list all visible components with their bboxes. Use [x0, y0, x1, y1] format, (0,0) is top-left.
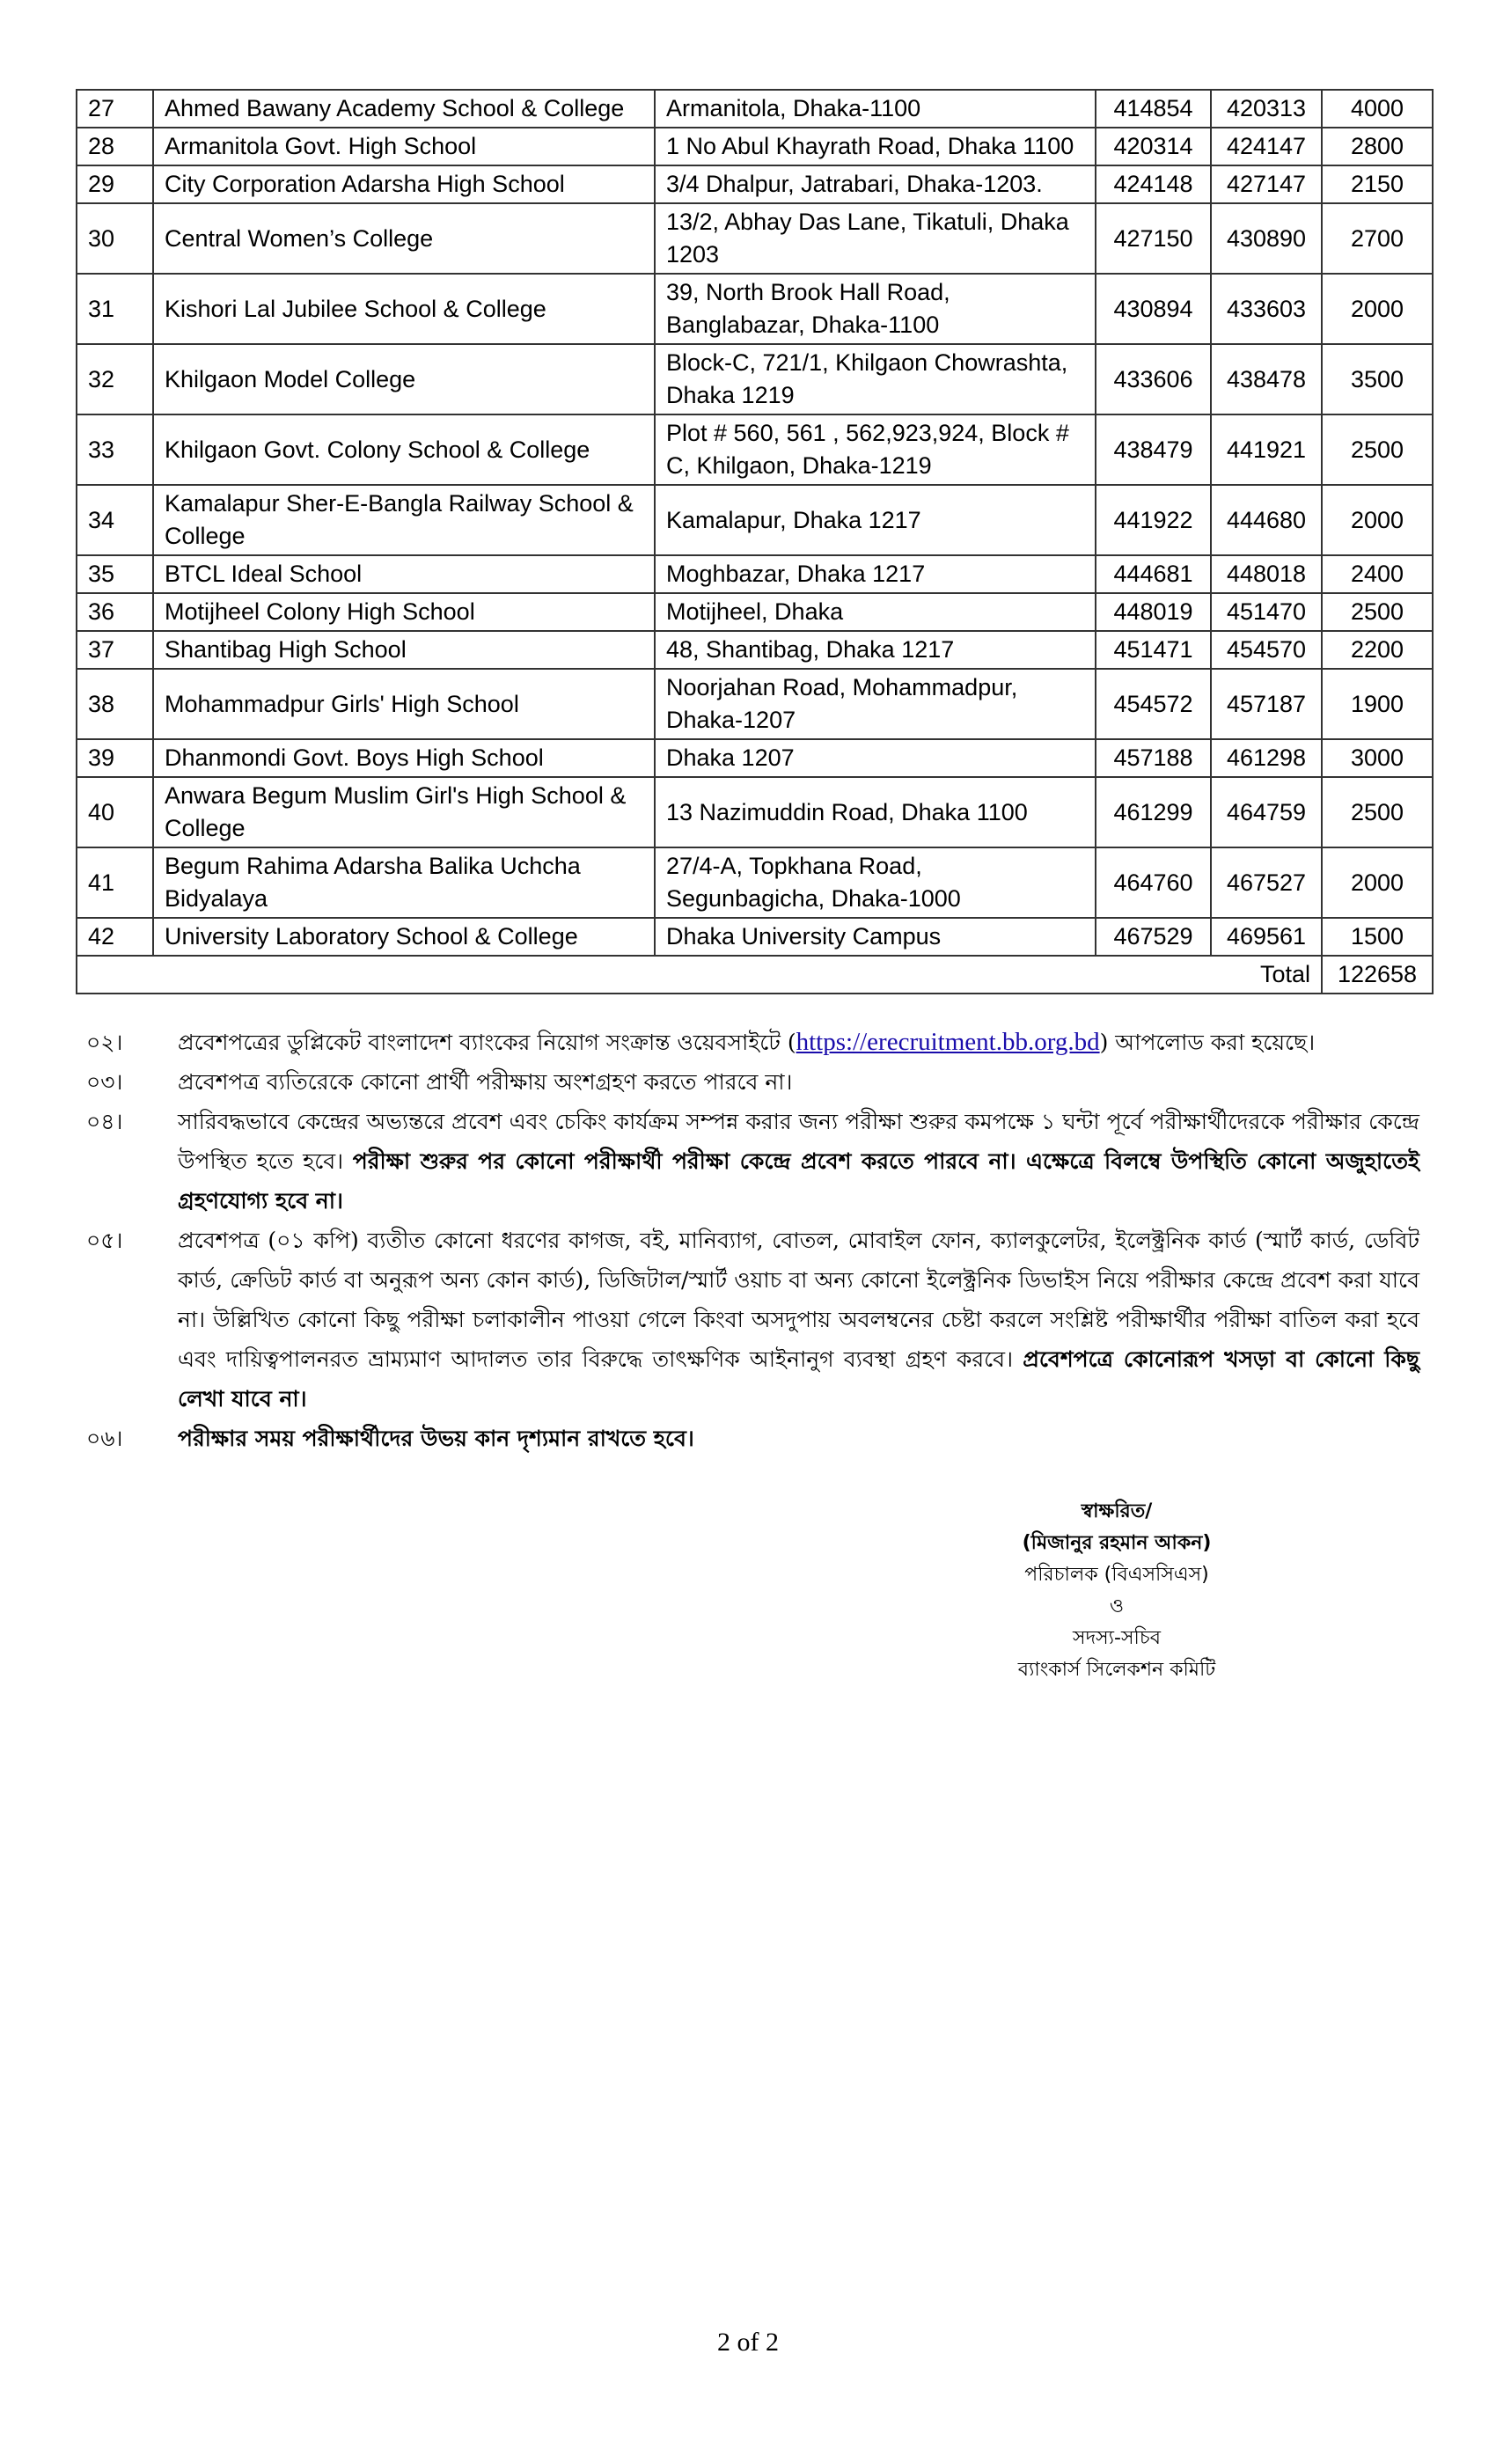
- roll-to-cell: 420313: [1211, 90, 1322, 128]
- school-name-cell: University Laboratory School & College: [153, 918, 655, 956]
- school-name-cell: Khilgaon Model College: [153, 344, 655, 414]
- table-row: [77, 631, 1433, 669]
- roll-to-cell: 461298: [1211, 739, 1322, 777]
- exam-centers-table: [76, 89, 1434, 994]
- serial-cell: 36: [77, 593, 153, 631]
- candidate-count-cell: 1500: [1322, 918, 1433, 956]
- total-label: Total: [77, 956, 1322, 994]
- roll-to-cell: 430890: [1211, 203, 1322, 274]
- school-name-cell: Central Women’s College: [153, 203, 655, 274]
- serial-cell: 29: [77, 165, 153, 203]
- school-name-cell: Khilgaon Govt. Colony School & College: [153, 414, 655, 485]
- address-cell: 39, North Brook Hall Road, Banglabazar, Dhaka-1100: [655, 274, 1096, 344]
- roll-from-cell: 414854: [1096, 90, 1211, 128]
- school-name-cell: Kamalapur Sher-E-Bangla Railway School & College: [153, 485, 655, 555]
- roll-from-cell: 454572: [1096, 669, 1211, 739]
- serial-cell: 37: [77, 631, 153, 669]
- roll-from-cell: 444681: [1096, 555, 1211, 593]
- table-row: [77, 777, 1433, 847]
- table-row: [77, 414, 1433, 485]
- roll-to-cell: 454570: [1211, 631, 1322, 669]
- note-04: [86, 1102, 1419, 1221]
- roll-from-cell: 448019: [1096, 593, 1211, 631]
- roll-to-cell: 438478: [1211, 344, 1322, 414]
- serial-cell: 40: [77, 777, 153, 847]
- serial-cell: 32: [77, 344, 153, 414]
- roll-from-cell: 457188: [1096, 739, 1211, 777]
- address-cell: Noorjahan Road, Mohammadpur, Dhaka-1207: [655, 669, 1096, 739]
- candidate-count-cell: 3000: [1322, 739, 1433, 777]
- roll-to-cell: 441921: [1211, 414, 1322, 485]
- table-row: [77, 203, 1433, 274]
- serial-cell: 34: [77, 485, 153, 555]
- roll-to-cell: 433603: [1211, 274, 1322, 344]
- roll-from-cell: 420314: [1096, 128, 1211, 165]
- roll-from-cell: 467529: [1096, 918, 1211, 956]
- school-name-cell: Mohammadpur Girls' High School: [153, 669, 655, 739]
- note-text: প্রবেশপত্র (০১ কপি) ব্যতীত কোনো ধরণের কাগজ, বই, মানিব্যাগ, বোতল, মোবাইল ফোন, ক্যালকুলেটর, ইলেক্ট্রনিক কার্ড (স্মার্ট কার্ড, ডেবিট কার্ড, ক্রেডিট কার্ড বা অনুরূপ অন্য কোন কার্ড), ডিজিটাল/স্মার্ট ওয়াচ বা অন্য কোনো ইলেক্ট্রনিক ডিভাইস নিয়ে পরীক্ষার কেন্দ্রে প্রবেশ করা যাবে না। উল্লিখিত কোনো কিছু পরীক্ষা চলাকালীন পাওয়া গেলে কিংবা অসদুপায় অবলম্বনের চেষ্টা করলে সংশ্লিষ্ট পরীক্ষার্থীর পরীক্ষা বাতিল করা হবে এবং দায়িত্বপালনরত ভ্রাম্যমাণ আদালত তার বিরুদ্ধে তাৎক্ষণিক আইনানুগ ব্যবস্থা গ্রহণ করবে।: [178, 1228, 1419, 1372]
- roll-to-cell: 457187: [1211, 669, 1322, 739]
- address-cell: 48, Shantibag, Dhaka 1217: [655, 631, 1096, 669]
- address-cell: 13 Nazimuddin Road, Dhaka 1100: [655, 777, 1096, 847]
- page-number: 2 of 2: [717, 2328, 779, 2357]
- roll-from-cell: 451471: [1096, 631, 1211, 669]
- note-number: ০২।: [86, 1030, 123, 1055]
- table-row: [77, 669, 1433, 739]
- roll-from-cell: 461299: [1096, 777, 1211, 847]
- candidate-count-cell: 2500: [1322, 777, 1433, 847]
- note-05: [86, 1221, 1419, 1419]
- serial-cell: 31: [77, 274, 153, 344]
- roll-from-cell: 433606: [1096, 344, 1211, 414]
- table-row: [77, 555, 1433, 593]
- note-number: ০৫।: [86, 1228, 123, 1253]
- committee-name: ব্যাংকার্স সিলেকশন কমিটি: [1017, 1659, 1216, 1681]
- roll-from-cell: 441922: [1096, 485, 1211, 555]
- school-name-cell: City Corporation Adarsha High School: [153, 165, 655, 203]
- candidate-count-cell: 2000: [1322, 485, 1433, 555]
- school-name-cell: Shantibag High School: [153, 631, 655, 669]
- address-cell: Plot # 560, 561 , 562,923,924, Block # C, Khilgaon, Dhaka-1219: [655, 414, 1096, 485]
- candidate-count-cell: 2000: [1322, 847, 1433, 918]
- serial-cell: 41: [77, 847, 153, 918]
- note-text: প্রবেশপত্রের ডুপ্লিকেট বাংলাদেশ ব্যাংকের নিয়োগ সংক্রান্ত ওয়েবসাইটে (: [178, 1030, 796, 1055]
- roll-to-cell: 451470: [1211, 593, 1322, 631]
- address-cell: 13/2, Abhay Das Lane, Tikatuli, Dhaka 1203: [655, 203, 1096, 274]
- serial-cell: 27: [77, 90, 153, 128]
- roll-to-cell: 469561: [1211, 918, 1322, 956]
- signatory-role: সদস্য-সচিব: [1073, 1627, 1161, 1649]
- table-row: [77, 165, 1433, 203]
- address-cell: 3/4 Dhalpur, Jatrabari, Dhaka-1203.: [655, 165, 1096, 203]
- roll-from-cell: 427150: [1096, 203, 1211, 274]
- table-row: [77, 593, 1433, 631]
- address-cell: Dhaka University Campus: [655, 918, 1096, 956]
- address-cell: 1 No Abul Khayrath Road, Dhaka 1100: [655, 128, 1096, 165]
- serial-cell: 28: [77, 128, 153, 165]
- address-cell: Kamalapur, Dhaka 1217: [655, 485, 1096, 555]
- note-bold-text: পরীক্ষা শুরুর পর কোনো পরীক্ষার্থী পরীক্ষা কেন্দ্রে প্রবেশ করতে পারবে না। এক্ষেত্রে বিলম্বে উপস্থিতি কোনো অজুহাতেই গ্রহণযোগ্য হবে না।: [178, 1148, 1419, 1214]
- candidate-count-cell: 2800: [1322, 128, 1433, 165]
- roll-to-cell: 467527: [1211, 847, 1322, 918]
- table-row: [77, 128, 1433, 165]
- serial-cell: 38: [77, 669, 153, 739]
- note-text: ) আপলোড করা হয়েছে।: [1099, 1030, 1316, 1055]
- roll-to-cell: 427147: [1211, 165, 1322, 203]
- candidate-count-cell: 2700: [1322, 203, 1433, 274]
- school-name-cell: Dhanmondi Govt. Boys High School: [153, 739, 655, 777]
- note-bold-text: প্রবেশপত্রে কোনোরূপ খসড়া বা কোনো কিছু লেখা যাবে না।: [178, 1346, 1419, 1412]
- address-cell: Dhaka 1207: [655, 739, 1096, 777]
- candidate-count-cell: 2000: [1322, 274, 1433, 344]
- roll-to-cell: 444680: [1211, 485, 1322, 555]
- address-cell: Armanitola, Dhaka-1100: [655, 90, 1096, 128]
- address-cell: Motijheel, Dhaka: [655, 593, 1096, 631]
- erecruitment-link[interactable]: https://erecruitment.bb.org.bd: [796, 1028, 1100, 1056]
- roll-to-cell: 448018: [1211, 555, 1322, 593]
- school-name-cell: Armanitola Govt. High School: [153, 128, 655, 165]
- candidate-count-cell: 2400: [1322, 555, 1433, 593]
- candidate-count-cell: 4000: [1322, 90, 1433, 128]
- candidate-count-cell: 2500: [1322, 414, 1433, 485]
- roll-to-cell: 424147: [1211, 128, 1322, 165]
- school-name-cell: BTCL Ideal School: [153, 555, 655, 593]
- instructions: [86, 1023, 1419, 1458]
- signed-label: স্বাক্ষরিত/: [1081, 1500, 1153, 1522]
- address-cell: Moghbazar, Dhaka 1217: [655, 555, 1096, 593]
- roll-from-cell: 438479: [1096, 414, 1211, 485]
- candidate-count-cell: 2200: [1322, 631, 1433, 669]
- signatory-name: (মিজানুর রহমান আকন): [1022, 1532, 1212, 1554]
- table-row: [77, 90, 1433, 128]
- note-number: ০৩।: [86, 1069, 123, 1095]
- note-02: [86, 1023, 1419, 1062]
- note-03: [86, 1062, 1419, 1102]
- address-cell: 27/4-A, Topkhana Road, Segunbagicha, Dhaka-1000: [655, 847, 1096, 918]
- note-text: প্রবেশপত্র ব্যতিরেকে কোনো প্রার্থী পরীক্ষায় অংশগ্রহণ করতে পারবে না।: [178, 1069, 793, 1095]
- serial-cell: 35: [77, 555, 153, 593]
- candidate-count-cell: 1900: [1322, 669, 1433, 739]
- roll-from-cell: 464760: [1096, 847, 1211, 918]
- school-name-cell: Begum Rahima Adarsha Balika Uchcha Bidyalaya: [153, 847, 655, 918]
- table-row: [77, 344, 1433, 414]
- signatory-designation: পরিচালক (বিএসসিএস): [1024, 1564, 1209, 1586]
- candidate-count-cell: 3500: [1322, 344, 1433, 414]
- total-row: [77, 956, 1433, 994]
- serial-cell: 33: [77, 414, 153, 485]
- table-row: [77, 918, 1433, 956]
- table-row: [77, 847, 1433, 918]
- table-row: [77, 485, 1433, 555]
- table-row: [77, 739, 1433, 777]
- school-name-cell: Kishori Lal Jubilee School & College: [153, 274, 655, 344]
- note-bold-text: পরীক্ষার সময় পরীক্ষার্থীদের উভয় কান দৃশ্যমান রাখতে হবে।: [178, 1426, 694, 1451]
- school-name-cell: Ahmed Bawany Academy School & College: [153, 90, 655, 128]
- school-name-cell: Anwara Begum Muslim Girl's High School & College: [153, 777, 655, 847]
- roll-to-cell: 464759: [1211, 777, 1322, 847]
- candidate-count-cell: 2500: [1322, 593, 1433, 631]
- and-label: ও: [1109, 1595, 1125, 1617]
- note-06: [86, 1419, 1419, 1458]
- candidate-count-cell: 2150: [1322, 165, 1433, 203]
- table-row: [77, 274, 1433, 344]
- serial-cell: 42: [77, 918, 153, 956]
- address-cell: Block-C, 721/1, Khilgaon Chowrashta, Dhaka 1219: [655, 344, 1096, 414]
- roll-from-cell: 424148: [1096, 165, 1211, 203]
- note-number: ০৪।: [86, 1109, 123, 1134]
- total-value: 122658: [1322, 956, 1433, 994]
- school-name-cell: Motijheel Colony High School: [153, 593, 655, 631]
- note-text: সারিবদ্ধভাবে কেন্দ্রের অভ্যন্তরে প্রবেশ এবং চেকিং কার্যক্রম সম্পন্ন করার জন্য পরীক্ষা শুরুর কমপক্ষে ১ ঘন্টা পূর্বে পরীক্ষার্থীদেরকে পরীক্ষার কেন্দ্রে উপস্থিত হতে হবে।: [178, 1109, 1419, 1174]
- serial-cell: 30: [77, 203, 153, 274]
- note-number: ০৬।: [86, 1426, 123, 1451]
- signature-block: [941, 1496, 1293, 1686]
- serial-cell: 39: [77, 739, 153, 777]
- roll-from-cell: 430894: [1096, 274, 1211, 344]
